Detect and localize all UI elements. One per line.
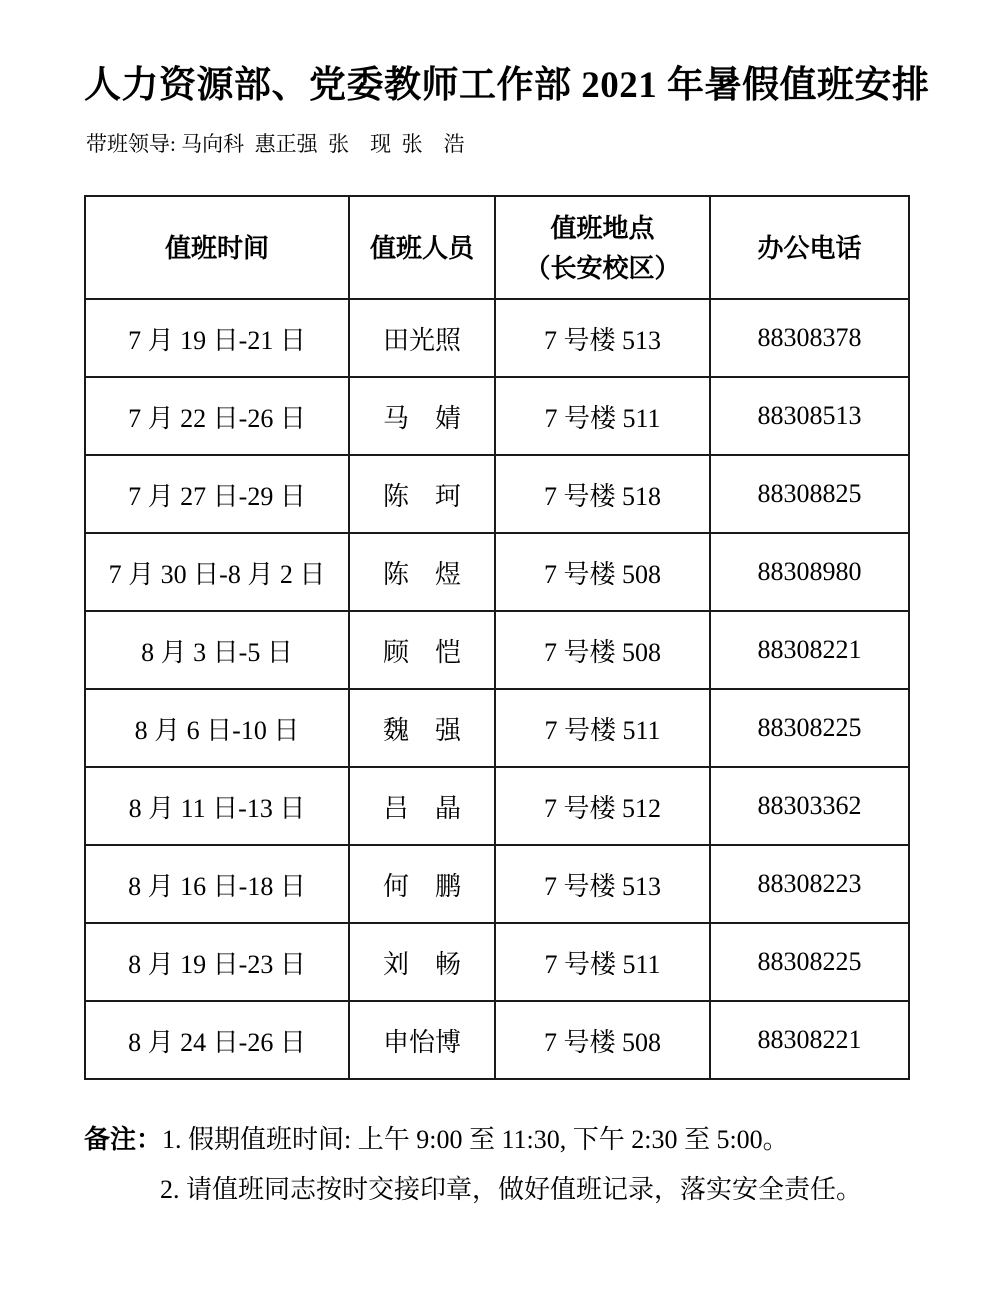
cell-duty-time: 7 月 27 日-29 日: [85, 455, 349, 533]
table-row: [85, 767, 909, 845]
cell-duty-person: 马 婧: [349, 377, 495, 455]
cell-duty-person: 田光照: [349, 299, 495, 377]
cell-office-phone: 88308221: [710, 1001, 909, 1079]
table-row: [85, 689, 909, 767]
cell-duty-time: 8 月 16 日-18 日: [85, 845, 349, 923]
duty-location-line1: 值班地点: [550, 212, 655, 243]
cell-duty-location: 7 号楼 508: [495, 533, 710, 611]
cell-duty-person: 顾 恺: [349, 611, 495, 689]
table-row: [85, 455, 909, 533]
cell-office-phone: 88308225: [710, 689, 909, 767]
cell-duty-location: 7 号楼 511: [495, 377, 710, 455]
cell-duty-time: 7 月 19 日-21 日: [85, 299, 349, 377]
cell-office-phone: 88308378: [710, 299, 909, 377]
page-title: 人力资源部、党委教师工作部 2021 年暑假值班安排: [84, 65, 930, 106]
cell-duty-time: 7 月 30 日-8 月 2 日: [85, 533, 349, 611]
remark-line-1: [84, 1114, 908, 1165]
duty-location-line2: （长安校区）: [524, 252, 681, 283]
cell-duty-location: 7 号楼 508: [495, 1001, 710, 1079]
cell-duty-time: 7 月 22 日-26 日: [85, 377, 349, 455]
table-row: [85, 299, 909, 377]
cell-duty-location: 7 号楼 511: [495, 689, 710, 767]
cell-duty-time: 8 月 24 日-26 日: [85, 1001, 349, 1079]
cell-duty-location: 7 号楼 511: [495, 923, 710, 1001]
cell-duty-person: 陈 珂: [349, 455, 495, 533]
table-header-row: [85, 196, 909, 299]
duty-leaders-line: 带班领导: 马向科 惠正强 张 现 张 浩: [86, 132, 465, 156]
cell-office-phone: 88308221: [710, 611, 909, 689]
table-row: [85, 845, 909, 923]
cell-duty-location: 7 号楼 508: [495, 611, 710, 689]
cell-office-phone: 88303362: [710, 767, 909, 845]
remark-text-1: 1. 假期值班时间: 上午 9:00 至 11:30, 下午 2:30 至 5:00。: [162, 1125, 789, 1154]
cell-duty-time: 8 月 6 日-10 日: [85, 689, 349, 767]
table-row: [85, 611, 909, 689]
cell-office-phone: 88308225: [710, 923, 909, 1001]
table-row: [85, 377, 909, 455]
col-header-office-phone: 办公电话: [710, 196, 909, 299]
cell-office-phone: 88308980: [710, 533, 909, 611]
cell-office-phone: 88308223: [710, 845, 909, 923]
cell-duty-time: 8 月 19 日-23 日: [85, 923, 349, 1001]
remarks-section: [84, 1114, 908, 1215]
cell-duty-person: 魏 强: [349, 689, 495, 767]
cell-duty-location: 7 号楼 513: [495, 299, 710, 377]
cell-duty-person: 刘 畅: [349, 923, 495, 1001]
cell-duty-time: 8 月 3 日-5 日: [85, 611, 349, 689]
duty-schedule-table: [84, 195, 910, 1080]
cell-duty-location: 7 号楼 513: [495, 845, 710, 923]
table-row: [85, 923, 909, 1001]
cell-office-phone: 88308513: [710, 377, 909, 455]
cell-duty-person: 陈 煜: [349, 533, 495, 611]
cell-duty-location: 7 号楼 518: [495, 455, 710, 533]
cell-duty-location: 7 号楼 512: [495, 767, 710, 845]
remarks-label: 备注：: [84, 1124, 163, 1154]
col-header-duty-time: 值班时间: [85, 196, 349, 299]
col-header-duty-location: [495, 196, 710, 299]
table-row: [85, 533, 909, 611]
cell-duty-person: 何 鹏: [349, 845, 495, 923]
table-row: [85, 1001, 909, 1079]
cell-duty-time: 8 月 11 日-13 日: [85, 767, 349, 845]
col-header-duty-person: 值班人员: [349, 196, 495, 299]
cell-duty-person: 申怡博: [349, 1001, 495, 1079]
cell-duty-person: 吕 晶: [349, 767, 495, 845]
cell-office-phone: 88308825: [710, 455, 909, 533]
remark-line-2: 2. 请值班同志按时交接印章，做好值班记录，落实安全责任。: [160, 1175, 863, 1204]
